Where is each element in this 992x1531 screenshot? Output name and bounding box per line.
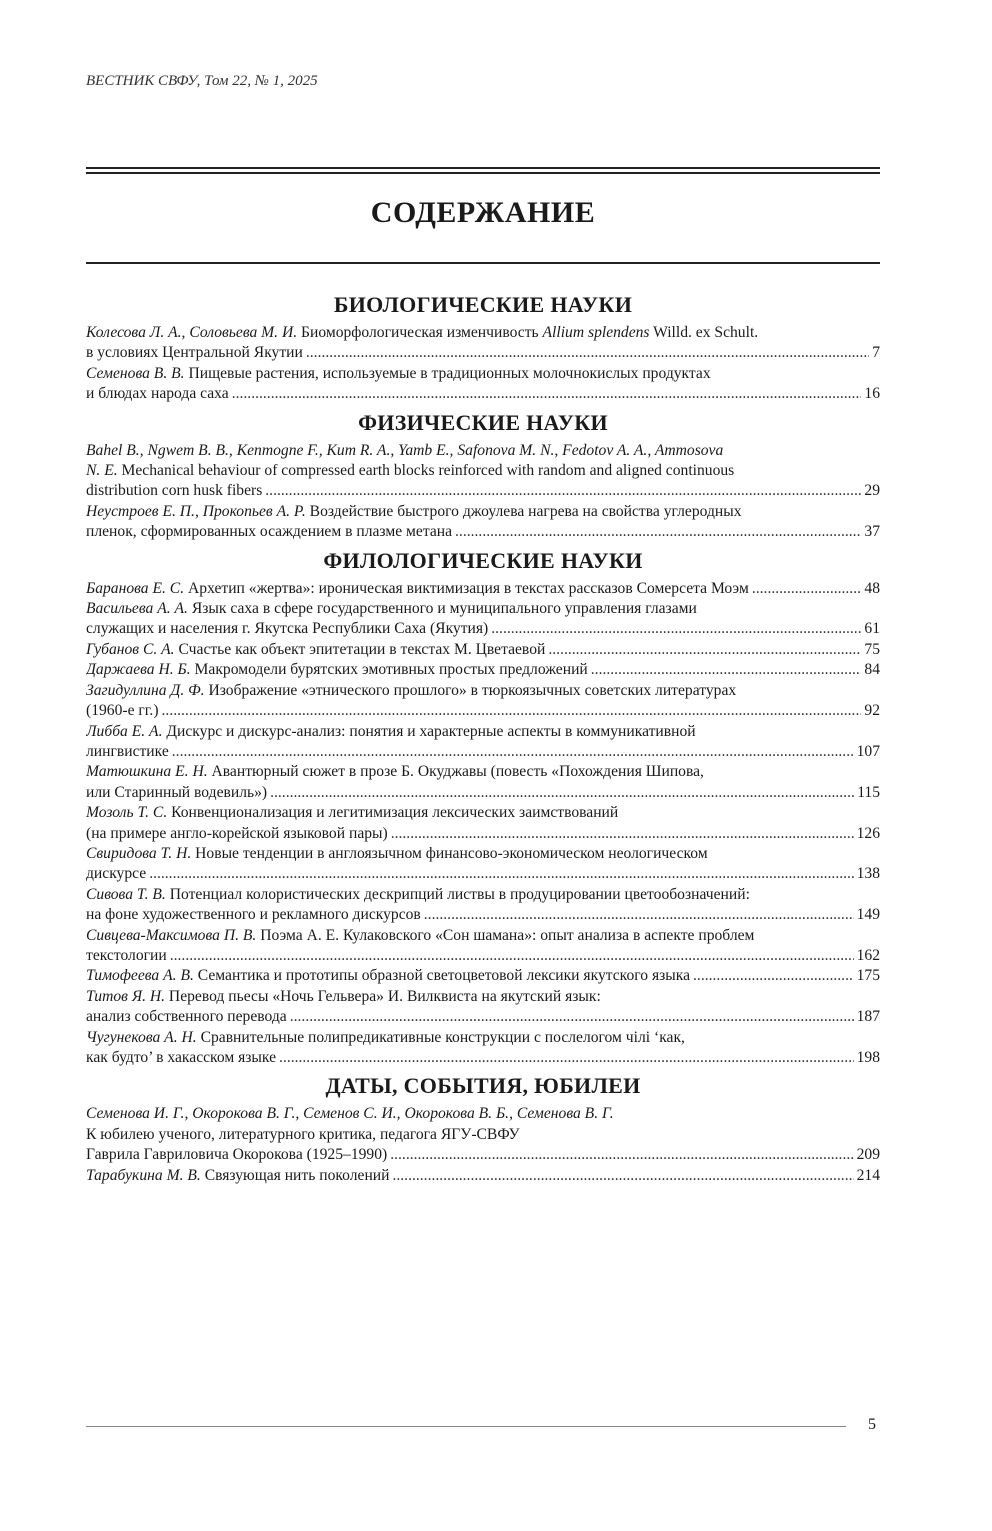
- entry-line: [86, 966, 880, 986]
- entry-authors: Свиридова Т. Н.: [86, 844, 192, 862]
- table-of-contents: [86, 287, 880, 1186]
- entry-line: [86, 364, 880, 384]
- dot-leader: [491, 619, 861, 639]
- entry-title-part: Перевод пьесы «Ночь Гельвера» И. Вилквиста на якутский язык:: [165, 987, 601, 1005]
- entry-title-part: (1960-е гг.): [86, 702, 159, 720]
- entry-title-part: или Старинный водевиль»): [86, 783, 268, 801]
- entry-text: [86, 742, 169, 762]
- entry-text: [86, 1007, 287, 1027]
- toc-entry: [86, 502, 880, 543]
- entry-text: [86, 783, 267, 803]
- entry-title-part: Макромодели бурятских эмотивных простых предложений: [190, 661, 588, 679]
- toc-entry: [86, 885, 880, 926]
- toc-entry: [86, 681, 880, 722]
- entry-page-number: 175: [856, 967, 880, 985]
- section-title: ФИЗИЧЕСКИЕ НАУКИ: [358, 409, 608, 435]
- entry-authors: Семенова В. В.: [86, 364, 185, 382]
- entry-line: [86, 481, 880, 501]
- entry-line: [86, 619, 880, 639]
- section-title: ДАТЫ, СОБЫТИЯ, ЮБИЛЕИ: [325, 1073, 641, 1099]
- entry-line: [86, 1145, 880, 1165]
- entry-line: [86, 323, 880, 343]
- toc-entry: [86, 364, 880, 405]
- entry-text: [86, 640, 545, 660]
- dot-leader: [290, 1007, 854, 1027]
- entry-title-part: Сравнительные полипредикативные конструкции с послелогом чiлi ‘как,: [196, 1028, 685, 1046]
- dot-leader: [693, 966, 854, 986]
- dot-leader: [391, 824, 854, 844]
- entry-authors: Васильева А. А.: [86, 600, 188, 618]
- entry-line: [86, 864, 880, 884]
- dot-leader: [424, 905, 854, 925]
- toc-entry: [86, 441, 880, 502]
- entry-authors: Чугунекова А. Н.: [86, 1028, 197, 1046]
- entry-text: [86, 946, 167, 966]
- entry-line: [86, 824, 880, 844]
- dot-leader: [390, 1145, 853, 1165]
- entry-line: [86, 946, 880, 966]
- entry-line: [86, 441, 880, 461]
- footer-rule: [86, 1426, 846, 1427]
- dot-leader: [265, 481, 861, 501]
- entry-page-number: 37: [864, 523, 880, 541]
- toc-entry: [86, 599, 880, 640]
- entry-line: [86, 742, 880, 762]
- entry-line: [86, 1007, 880, 1027]
- dot-leader: [548, 640, 861, 660]
- dot-leader: [752, 579, 862, 599]
- dot-leader: [149, 864, 853, 884]
- entry-line: [86, 343, 880, 363]
- entry-line: [86, 579, 880, 599]
- entry-title-part: на фоне художественного и рекламного дискурсов: [86, 906, 421, 924]
- entry-text: [86, 864, 146, 884]
- title-rule: [86, 262, 880, 264]
- dot-leader: [162, 701, 862, 721]
- entry-species-term: Allium splendens: [542, 324, 650, 341]
- toc-entry: [86, 762, 880, 803]
- entry-authors: Неустроев Е. П., Прокопьев А. Р.: [86, 502, 306, 520]
- entry-line: [86, 844, 880, 864]
- entry-title-part: служащих и населения г. Якутска Республики Саха (Якутия): [86, 620, 489, 638]
- entry-text: [86, 660, 588, 680]
- toc-entry: [86, 966, 880, 986]
- running-head: ВЕСТНИК СВФУ, Том 22, № 1, 2025: [86, 73, 318, 89]
- section-title: БИОЛОГИЧЕСКИЕ НАУКИ: [333, 292, 633, 317]
- entry-page-number: 75: [864, 640, 880, 658]
- entry-title-part: Биоморфологическая изменчивость: [297, 324, 543, 341]
- entry-text: [86, 966, 690, 986]
- entry-title-part: Конвенционализация и легитимизация лексических заимствований: [167, 804, 619, 822]
- section-title: ФИЛОЛОГИЧЕСКИЕ НАУКИ: [323, 547, 643, 573]
- toc-entry: [86, 1028, 880, 1069]
- toc-entry: [86, 844, 880, 885]
- dot-leader: [306, 343, 869, 363]
- entry-page-number: 126: [856, 824, 880, 842]
- entry-text: [86, 384, 229, 404]
- toc-entry: [86, 1166, 880, 1186]
- toc-entry: [86, 640, 880, 660]
- entry-line: [86, 1048, 880, 1068]
- entry-line: [86, 1028, 880, 1048]
- entry-line: [86, 461, 880, 481]
- entry-authors: Тарабукина М. В.: [86, 1166, 201, 1184]
- dot-leader: [455, 522, 861, 542]
- toc-entry: [86, 1104, 880, 1165]
- entry-line: [86, 1125, 880, 1145]
- dot-leader: [270, 783, 854, 803]
- toc-entry: [86, 987, 880, 1028]
- page-title: СОДЕРЖАНИЕ: [370, 196, 596, 229]
- entry-authors: Bahel B., Ngwem B. B., Kenmogne F., Kum R. A., Yamb E., Safonova M. N., Fedotov A. A., Ammosova: [86, 441, 724, 459]
- entry-line: [86, 384, 880, 404]
- dot-leader: [279, 1048, 854, 1068]
- toc-entry: [86, 722, 880, 763]
- entry-line: [86, 701, 880, 721]
- dot-leader: [232, 384, 862, 404]
- dot-leader: [591, 660, 862, 680]
- entry-title-part: Изображение «этнического прошлого» в тюркоязычных советских литературах: [204, 681, 737, 699]
- entry-title-part: Mechanical behaviour of compressed earth blocks reinforced with random and aligned continuous: [117, 462, 735, 480]
- entry-text: [86, 522, 452, 542]
- entry-authors: N. E.: [86, 462, 118, 480]
- entry-title-part: Гаврила Гавриловича Окорокова (1925–1990): [86, 1146, 388, 1164]
- entry-line: [86, 926, 880, 946]
- entry-page-number: 214: [856, 1166, 880, 1184]
- entry-page-number: 115: [857, 783, 880, 801]
- entry-line: [86, 722, 880, 742]
- entry-text: [86, 1145, 387, 1165]
- entry-line: [86, 599, 880, 619]
- entry-line: [86, 640, 880, 660]
- entry-page-number: 7: [872, 344, 880, 362]
- entry-authors: Тимофеева А. В.: [86, 967, 194, 985]
- entry-line: [86, 905, 880, 925]
- entry-line: [86, 885, 880, 905]
- entry-title-part: Новые тенденции в англоязычном финансово-экономическом неологическом: [191, 844, 708, 862]
- entry-line: [86, 803, 880, 823]
- toc-entry: [86, 579, 880, 599]
- entry-page-number: 16: [864, 385, 880, 403]
- entry-authors: Матюшкина Е. Н.: [86, 763, 208, 781]
- toc-entry: [86, 926, 880, 967]
- entry-text: [86, 1166, 389, 1186]
- entry-title-part: Дискурс и дискурс-анализ: понятия и характерные аспекты в коммуникативной: [162, 722, 696, 740]
- entry-text: [86, 701, 159, 721]
- entry-title-part: Пищевые растения, используемые в традиционных молочнокислых продуктах: [184, 364, 711, 382]
- entry-title-part: Семантика и прототипы образной светоцветовой лексики якутского языка: [193, 967, 691, 985]
- entry-page-number: 92: [864, 702, 880, 720]
- entry-term-suffix: Willd. ex Schult.: [649, 324, 759, 341]
- dot-leader: [392, 1166, 853, 1186]
- entry-authors: Сивова Т. В.: [86, 885, 166, 903]
- entry-title-part: Потенциал колористических дескрипций листвы в продуцировании цветообозначений:: [165, 885, 750, 903]
- entry-line: [86, 1166, 880, 1186]
- entry-page-number: 187: [856, 1008, 880, 1026]
- entry-text: [86, 1048, 276, 1068]
- entry-page-number: 149: [856, 906, 880, 924]
- entry-authors: Загидуллина Д. Ф.: [86, 681, 205, 699]
- entry-title-part: distribution corn husk fibers: [86, 482, 263, 500]
- entry-line: [86, 783, 880, 803]
- dot-leader: [170, 946, 854, 966]
- double-rule: [86, 167, 880, 174]
- toc-entry: [86, 323, 880, 364]
- entry-page-number: 107: [856, 742, 880, 760]
- entry-text: [86, 579, 749, 599]
- entry-authors: Баранова Е. С.: [86, 579, 185, 597]
- entry-page-number: 162: [856, 946, 880, 964]
- entry-title-part: пленок, сформированных осаждением в плазме метана: [86, 523, 453, 541]
- entry-text: [86, 905, 421, 925]
- entry-title-part: лингвистике: [86, 742, 169, 760]
- entry-authors: Сивцева-Максимова П. В.: [86, 926, 257, 944]
- entry-title-part: Воздействие быстрого джоулева нагрева на свойства углеродных: [305, 502, 742, 520]
- entry-line: [86, 1104, 880, 1124]
- entry-title-part: Связующая нить поколений: [200, 1166, 390, 1184]
- entry-line: [86, 522, 880, 542]
- entry-title-part: и блюдах народа саха: [86, 385, 229, 403]
- entry-authors: Титов Я. Н.: [86, 987, 166, 1005]
- entry-page-number: 61: [864, 620, 880, 638]
- entry-authors: Семенова И. Г., Окорокова В. Г., Семенов С. И., Окорокова В. Б., Семенова В. Г.: [86, 1105, 614, 1123]
- entry-line: [86, 660, 880, 680]
- entry-title-part: как будто’ в хакасском языке: [86, 1049, 277, 1066]
- entry-title-part: Счастье как объект эпитетации в текстах М. Цветаевой: [174, 640, 546, 658]
- dot-leader: [172, 742, 854, 762]
- entry-authors: Даржаева Н. Б.: [86, 661, 191, 679]
- entry-title-part: текстологии: [86, 946, 167, 964]
- entry-text: [86, 481, 262, 501]
- entry-authors: Губанов С. А.: [86, 640, 175, 658]
- entry-page-number: 138: [856, 865, 880, 883]
- entry-authors: Либба Е. А.: [86, 722, 163, 740]
- entry-title-part: Авантюрный сюжет в прозе Б. Окуджавы (повесть «Похождения Шипова,: [207, 763, 704, 781]
- page-number: 5: [868, 1416, 876, 1433]
- entry-page-number: 29: [864, 482, 880, 500]
- entry-line: [86, 987, 880, 1007]
- entry-authors: Мозоль Т. С.: [86, 804, 168, 822]
- entry-text: [86, 824, 388, 844]
- toc-entry: [86, 660, 880, 680]
- entry-title-part: Язык саха в сфере государственного и муниципального управления глазами: [187, 600, 697, 618]
- entry-line: [86, 681, 880, 701]
- entry-line: [86, 502, 880, 522]
- entry-title-part: анализ собственного перевода: [86, 1008, 287, 1026]
- entry-title-part: (на примере англо-корейской языковой пары): [86, 824, 388, 842]
- toc-entry: [86, 803, 880, 844]
- entry-title-part: К юбилею ученого, литературного критика, педагога ЯГУ-СВФУ: [86, 1125, 520, 1143]
- entry-line: [86, 762, 880, 782]
- entry-text: [86, 343, 303, 363]
- entry-authors: Колесова Л. А., Соловьева М. И.: [86, 324, 298, 341]
- entry-text: [86, 619, 488, 639]
- entry-title-part: Поэма А. Е. Кулаковского «Сон шамана»: опыт анализа в аспекте проблем: [256, 926, 755, 944]
- entry-title-part: Архетип «жертва»: ироническая виктимизация в текстах рассказов Сомерсета Моэм: [184, 579, 749, 597]
- entry-page-number: 209: [856, 1146, 880, 1164]
- entry-page-number: 84: [864, 661, 880, 679]
- entry-title-part: в условиях Центральной Якутии: [86, 344, 303, 362]
- entry-page-number: 198: [856, 1049, 880, 1066]
- entry-title-part: дискурсе: [86, 865, 147, 883]
- entry-page-number: 48: [864, 579, 880, 597]
